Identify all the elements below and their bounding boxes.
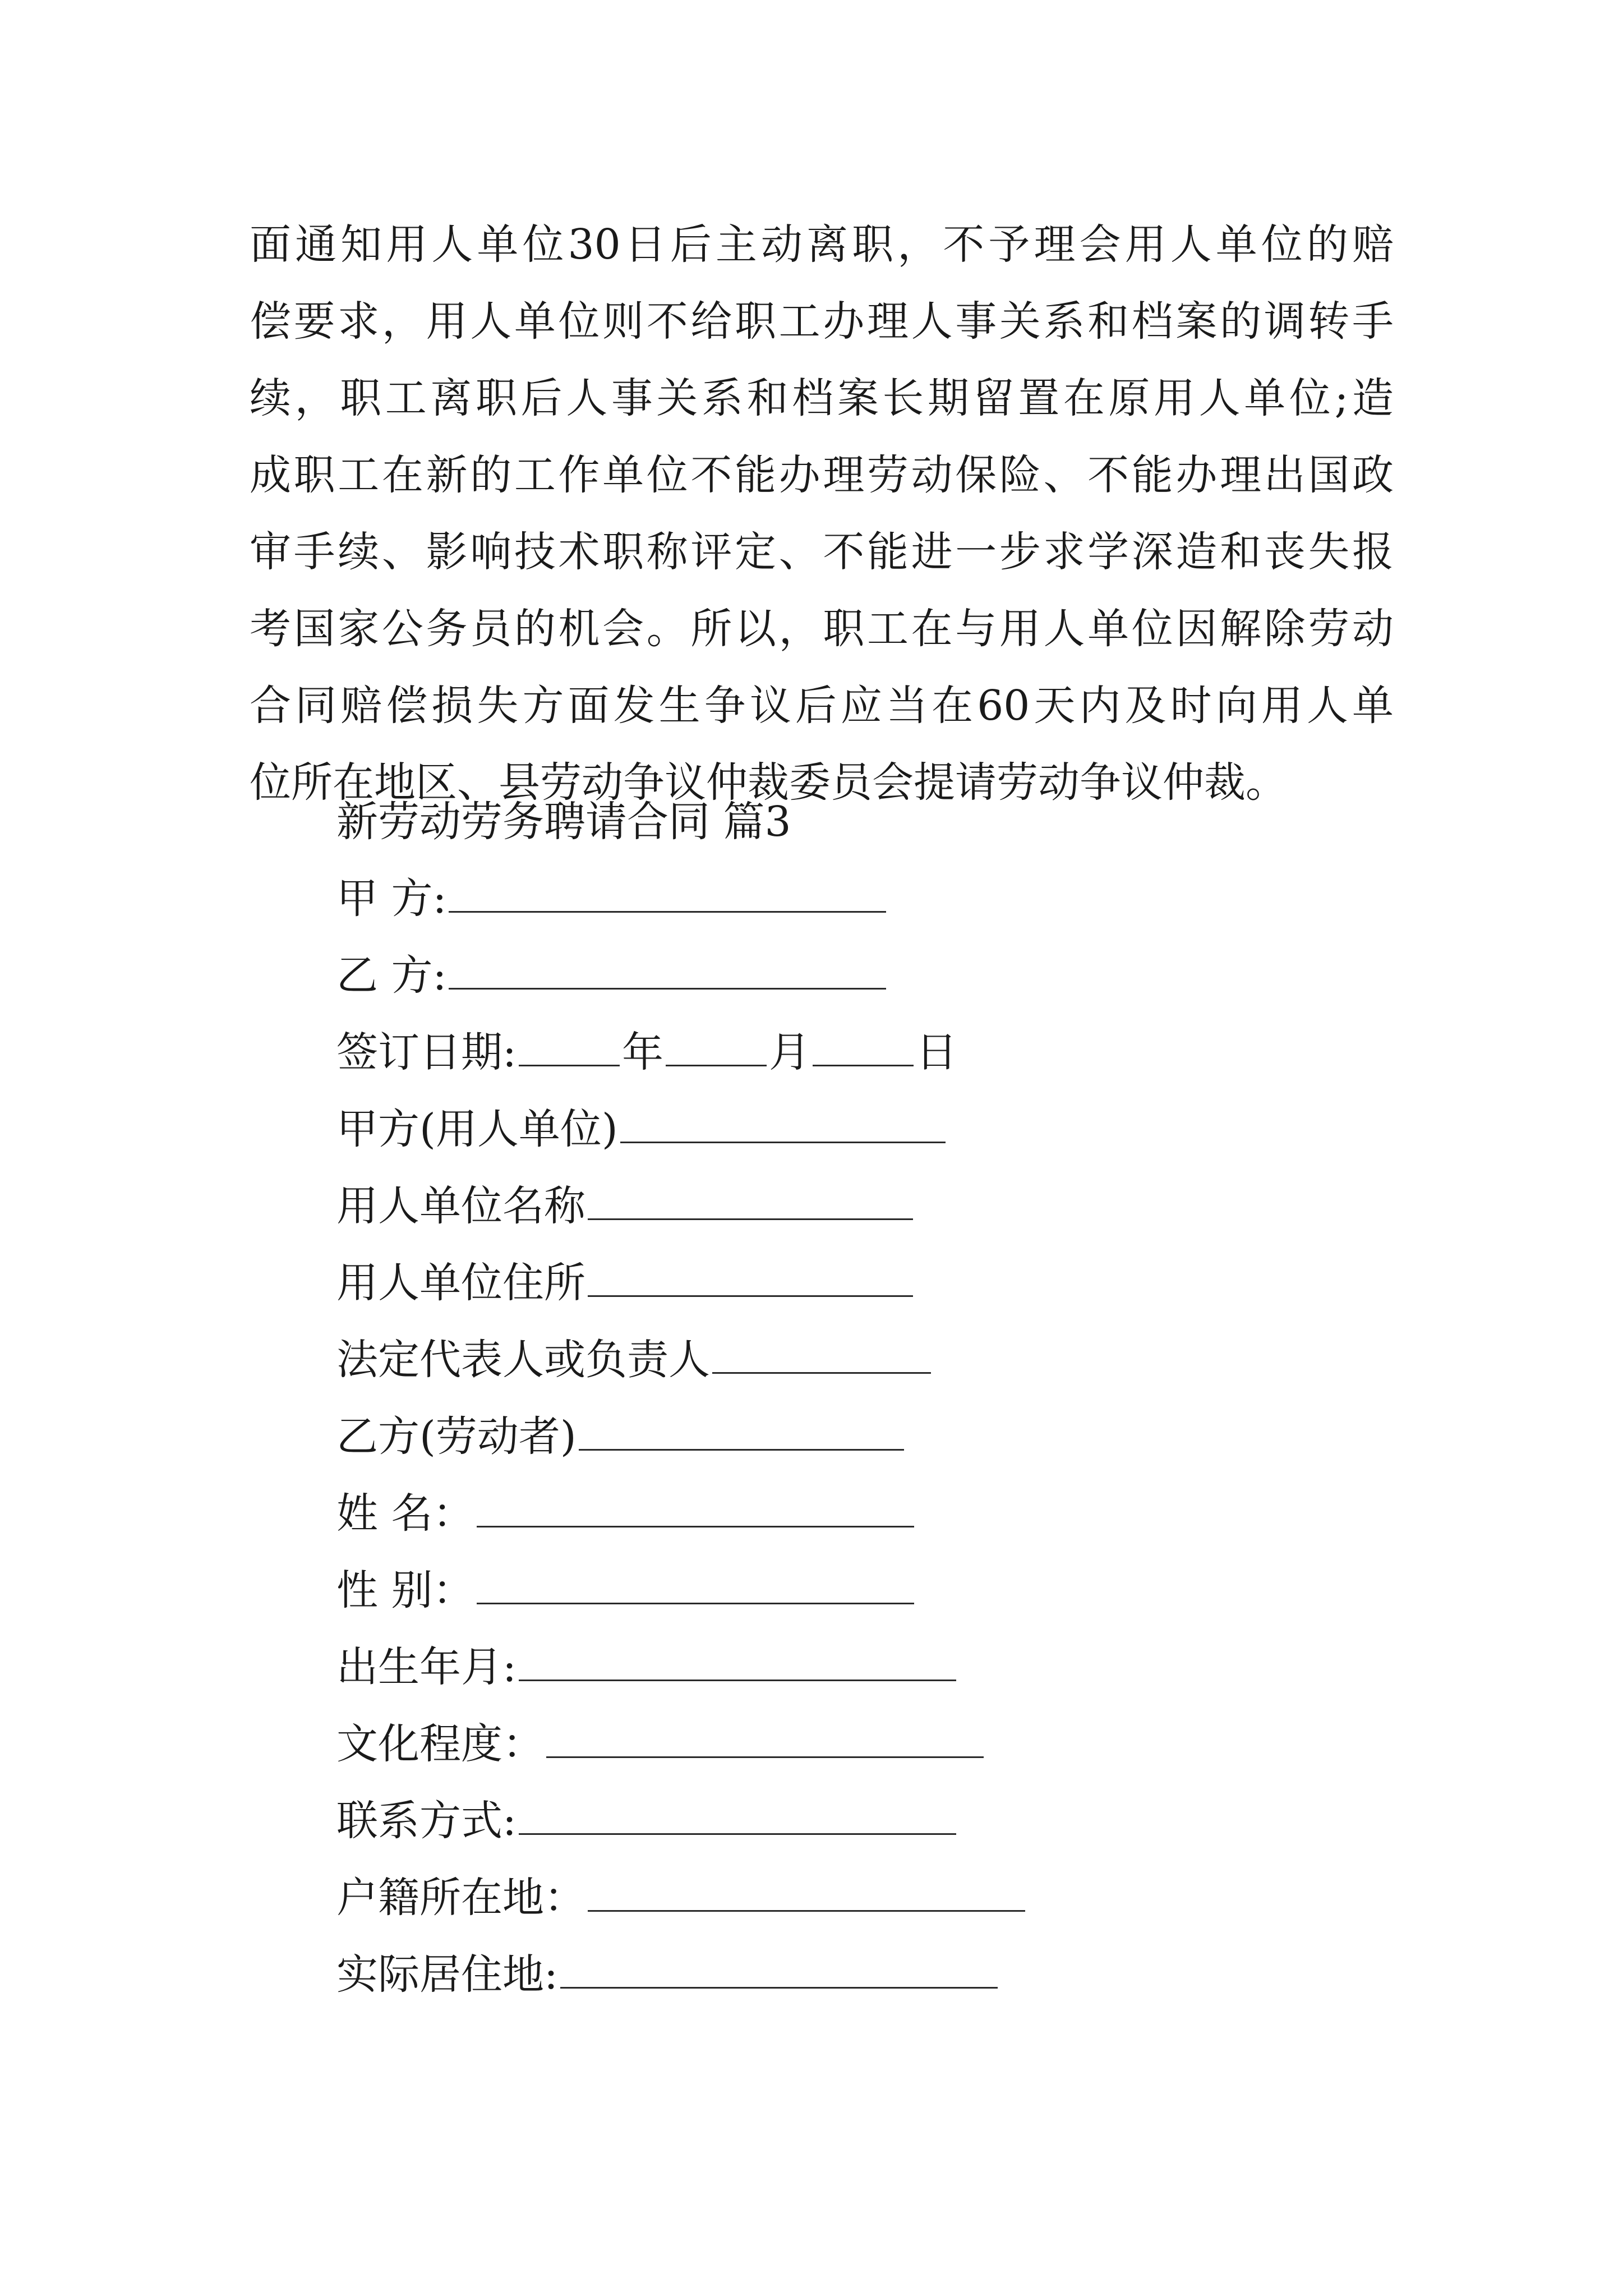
party-b-row bbox=[336, 937, 1402, 1014]
education-blank[interactable] bbox=[546, 1722, 984, 1758]
residence-label: 实际居住地: bbox=[336, 1950, 558, 1999]
month-label: 月 bbox=[768, 1028, 810, 1076]
birth-blank[interactable] bbox=[519, 1645, 956, 1681]
employer-header-label: 甲方(用人单位) bbox=[336, 1105, 618, 1153]
party-b-label: 乙 方: bbox=[336, 951, 447, 1000]
year-blank[interactable] bbox=[519, 1030, 620, 1066]
paragraph-line: 考国家公务员的机会。所以，职工在与用人单位因解除劳动 bbox=[250, 605, 1394, 653]
household-row bbox=[336, 1860, 1402, 1936]
party-a-blank[interactable] bbox=[449, 876, 886, 913]
paragraph-line: 合同赔偿损失方面发生争议后应当在60天内及时向用人单 bbox=[250, 682, 1394, 730]
section-title-text: 新劳动劳务聘请合同 篇3 bbox=[336, 798, 791, 846]
residence-blank[interactable] bbox=[560, 1952, 998, 1989]
household-blank[interactable] bbox=[588, 1875, 1025, 1912]
education-row bbox=[336, 1706, 1402, 1783]
body-paragraph bbox=[250, 206, 1394, 821]
employer-header-row bbox=[336, 1091, 1402, 1168]
paragraph-line: 位所在地区、县劳动争议仲裁委员会提请劳动争议仲裁。 bbox=[250, 758, 1287, 807]
sign-date-row bbox=[336, 1014, 1402, 1091]
gender-label: 性 别： bbox=[336, 1566, 474, 1614]
name-row bbox=[336, 1475, 1402, 1552]
contact-blank[interactable] bbox=[519, 1798, 956, 1835]
day-blank[interactable] bbox=[813, 1030, 914, 1066]
contact-label: 联系方式: bbox=[336, 1797, 517, 1845]
employer-name-row bbox=[336, 1168, 1402, 1245]
party-a-row bbox=[336, 861, 1402, 937]
birth-row bbox=[336, 1629, 1402, 1706]
month-blank[interactable] bbox=[666, 1030, 767, 1066]
paragraph-line: 面通知用人单位30日后主动离职，不予理会用人单位的赔 bbox=[250, 220, 1394, 269]
paragraph-line: 审手续、影响技术职称评定、不能进一步求学深造和丧失报 bbox=[250, 528, 1394, 576]
employee-header-label: 乙方(劳动者) bbox=[336, 1412, 577, 1461]
paragraph-line: 续，职工离职后人事关系和档案长期留置在原用人单位;造 bbox=[250, 374, 1394, 422]
party-a-label: 甲 方: bbox=[336, 875, 447, 923]
employer-header-blank[interactable] bbox=[620, 1107, 946, 1143]
paragraph-line: 成职工在新的工作单位不能办理劳动保险、不能办理出国政 bbox=[250, 451, 1394, 499]
legal-rep-blank[interactable] bbox=[712, 1337, 931, 1374]
employer-address-blank[interactable] bbox=[588, 1260, 913, 1297]
employer-address-label: 用人单位住所 bbox=[336, 1259, 585, 1307]
employee-header-blank[interactable] bbox=[579, 1414, 904, 1451]
residence-row bbox=[336, 1936, 1402, 2013]
year-label: 年 bbox=[621, 1028, 663, 1076]
employer-name-blank[interactable] bbox=[588, 1184, 913, 1220]
employee-header-row bbox=[336, 1398, 1402, 1475]
household-label: 户籍所在地： bbox=[336, 1874, 585, 1922]
employer-address-row bbox=[336, 1245, 1402, 1322]
gender-blank[interactable] bbox=[477, 1568, 914, 1604]
name-blank[interactable] bbox=[477, 1491, 914, 1527]
legal-rep-label: 法定代表人或负责人 bbox=[336, 1336, 710, 1384]
employer-name-label: 用人单位名称 bbox=[336, 1182, 585, 1230]
contract-form bbox=[336, 784, 1402, 2013]
gender-row bbox=[336, 1552, 1402, 1629]
legal-rep-row bbox=[336, 1322, 1402, 1398]
education-label: 文化程度： bbox=[336, 1720, 544, 1768]
paragraph-line: 偿要求，用人单位则不给职工办理人事关系和档案的调转手 bbox=[250, 297, 1394, 346]
party-b-blank[interactable] bbox=[449, 953, 886, 990]
day-label: 日 bbox=[915, 1028, 957, 1076]
contact-row bbox=[336, 1783, 1402, 1860]
name-label: 姓 名： bbox=[336, 1489, 474, 1538]
sign-date-label: 签订日期: bbox=[336, 1028, 517, 1076]
birth-label: 出生年月: bbox=[336, 1643, 517, 1691]
section-title bbox=[336, 784, 1402, 861]
